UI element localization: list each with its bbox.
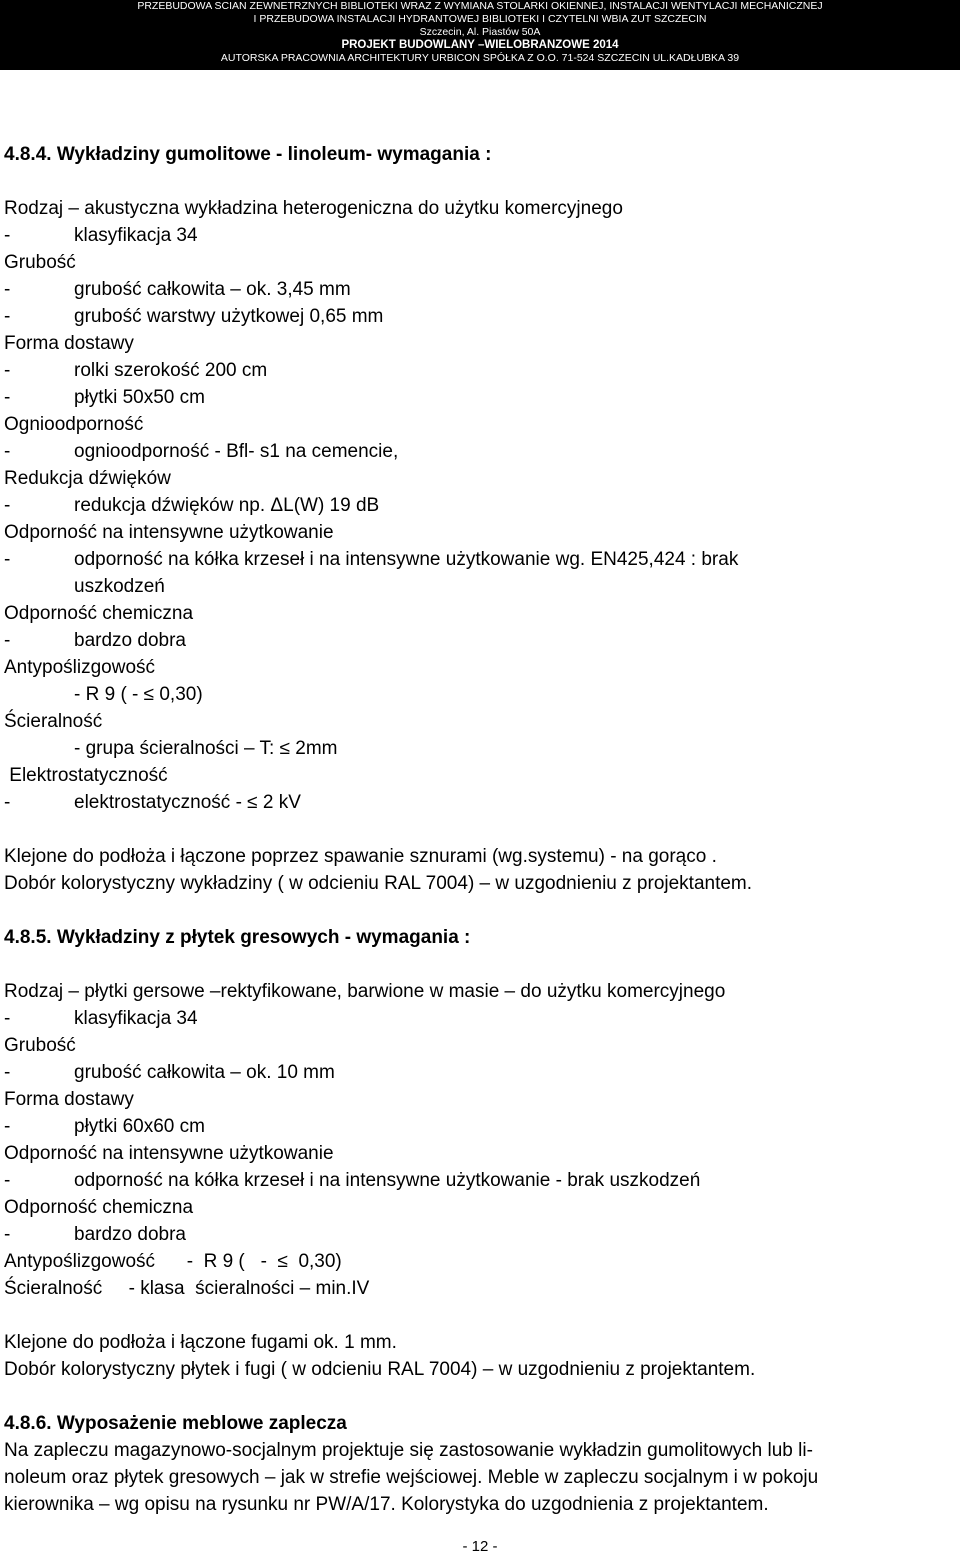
subheading: Elektrostatyczność bbox=[4, 765, 168, 786]
header-line: Szczecin, Al. Piastów 50A bbox=[419, 26, 541, 38]
subheading: Ognioodporność bbox=[4, 414, 144, 435]
list-item: - płytki 60x60 cm bbox=[4, 1116, 205, 1137]
section-heading: 4.8.6. Wyposażenie meblowe zaplecza bbox=[4, 1413, 347, 1434]
subheading: Antypoślizgowość bbox=[4, 657, 156, 678]
subheading: Odporność na intensywne użytkowanie bbox=[4, 522, 334, 543]
list-item: - grubość warstwy użytkowej 0,65 mm bbox=[4, 306, 384, 327]
subheading: Odporność na intensywne użytkowanie bbox=[4, 1143, 334, 1164]
paragraph: Ścieralność - klasa ścieralności – min.IV bbox=[4, 1278, 370, 1299]
list-item: - redukcja dźwięków np. ΔL(W) 19 dB bbox=[4, 495, 380, 516]
paragraph: Antypoślizgowość - R 9 ( - ≤ 0,30) bbox=[4, 1251, 342, 1272]
list-item: - odporność na kółka krzeseł i na intensywne użytkowanie - brak uszkodzeń bbox=[4, 1170, 701, 1191]
list-item: - klasyfikacja 34 bbox=[4, 225, 198, 246]
document-header bbox=[0, 0, 960, 70]
subheading: Odporność chemiczna bbox=[4, 603, 194, 624]
list-item: - R 9 ( - ≤ 0,30) bbox=[74, 684, 203, 705]
paragraph-line: Na zapleczu magazynowo-socjalnym projektuje się zastosowanie wykładzin gumolitowych lub li- bbox=[4, 1440, 813, 1461]
page-number: - 12 - bbox=[462, 1538, 498, 1555]
paragraph: Rodzaj – płytki gersowe –rektyfikowane, barwione w masie – do użytku komercyjnego bbox=[4, 981, 726, 1002]
paragraph: Klejone do podłoża i łączone poprzez spawanie sznurami (wg.systemu) - na gorąco . bbox=[4, 846, 717, 867]
paragraph: Klejone do podłoża i łączone fugami ok. 1 mm. bbox=[4, 1332, 397, 1353]
list-item: - ognioodporność - Bfl- s1 na cemencie, bbox=[4, 441, 399, 462]
list-item: - grubość całkowita – ok. 3,45 mm bbox=[4, 279, 351, 300]
list-item: - płytki 50x50 cm bbox=[4, 387, 205, 408]
list-item: - klasyfikacja 34 bbox=[4, 1008, 198, 1029]
list-item: - grubość całkowita – ok. 10 mm bbox=[4, 1062, 335, 1083]
list-item-continuation: uszkodzeń bbox=[74, 576, 165, 597]
list-item: - bardzo dobra bbox=[4, 630, 186, 651]
paragraph: Dobór kolorystyczny wykładziny ( w odcieniu RAL 7004) – w uzgodnieniu z projektantem. bbox=[4, 873, 753, 894]
list-item: - bardzo dobra bbox=[4, 1224, 186, 1245]
subheading: Grubość bbox=[4, 1035, 76, 1056]
list-item: - elektrostatyczność - ≤ 2 kV bbox=[4, 792, 301, 813]
subheading: Odporność chemiczna bbox=[4, 1197, 194, 1218]
subheading: Forma dostawy bbox=[4, 333, 134, 354]
subheading: Ścieralność bbox=[4, 711, 103, 732]
header-line: I PRZEBUDOWA INSTALACJI HYDRANTOWEJ BIBLIOTEKI I CZYTELNI WBIA ZUT SZCZECIN bbox=[253, 13, 707, 25]
section-heading: 4.8.5. Wykładziny z płytek gresowych - wymagania : bbox=[4, 927, 471, 948]
paragraph-line: noleum oraz płytek gresowych – jak w strefie wejściowej. Meble w zapleczu socjalnym i w pokoju bbox=[4, 1467, 819, 1488]
list-item: - grupa ścieralności – T: ≤ 2mm bbox=[74, 738, 338, 759]
list-item: - rolki szerokość 200 cm bbox=[4, 360, 268, 381]
header-line: PRZEBUDOWA SCIAN ZEWNETRZNYCH BIBLIOTEKI WRAZ Z WYMIANA STOLARKI OKIENNEJ, INSTALACJI WENTYLACJI MECHANICZNEJ bbox=[137, 0, 823, 12]
paragraph: Dobór kolorystyczny płytek i fugi ( w odcieniu RAL 7004) – w uzgodnieniu z projektantem. bbox=[4, 1359, 756, 1380]
subheading: Redukcja dźwięków bbox=[4, 468, 171, 489]
subheading: Forma dostawy bbox=[4, 1089, 134, 1110]
paragraph: Rodzaj – akustyczna wykładzina heterogeniczna do użytku komercyjnego bbox=[4, 198, 623, 219]
header-line: AUTORSKA PRACOWNIA ARCHITEKTURY URBICON SPÓŁKA Z O.O. 71-524 SZCZECIN UL.KADŁUBKA 39 bbox=[220, 52, 740, 64]
subheading: Grubość bbox=[4, 252, 76, 273]
list-item: - odporność na kółka krzeseł i na intensywne użytkowanie wg. EN425,424 : brak bbox=[4, 549, 739, 570]
document-body bbox=[4, 141, 956, 1518]
section-heading: 4.8.4. Wykładziny gumolitowe - linoleum- wymagania : bbox=[4, 144, 492, 165]
paragraph-line: kierownika – wg opisu na rysunku nr PW/A/17. Kolorystyka do uzgodnienia z projektantem. bbox=[4, 1494, 769, 1515]
header-line: PROJEKT BUDOWLANY –WIELOBRANZOWE 2014 bbox=[341, 39, 619, 51]
